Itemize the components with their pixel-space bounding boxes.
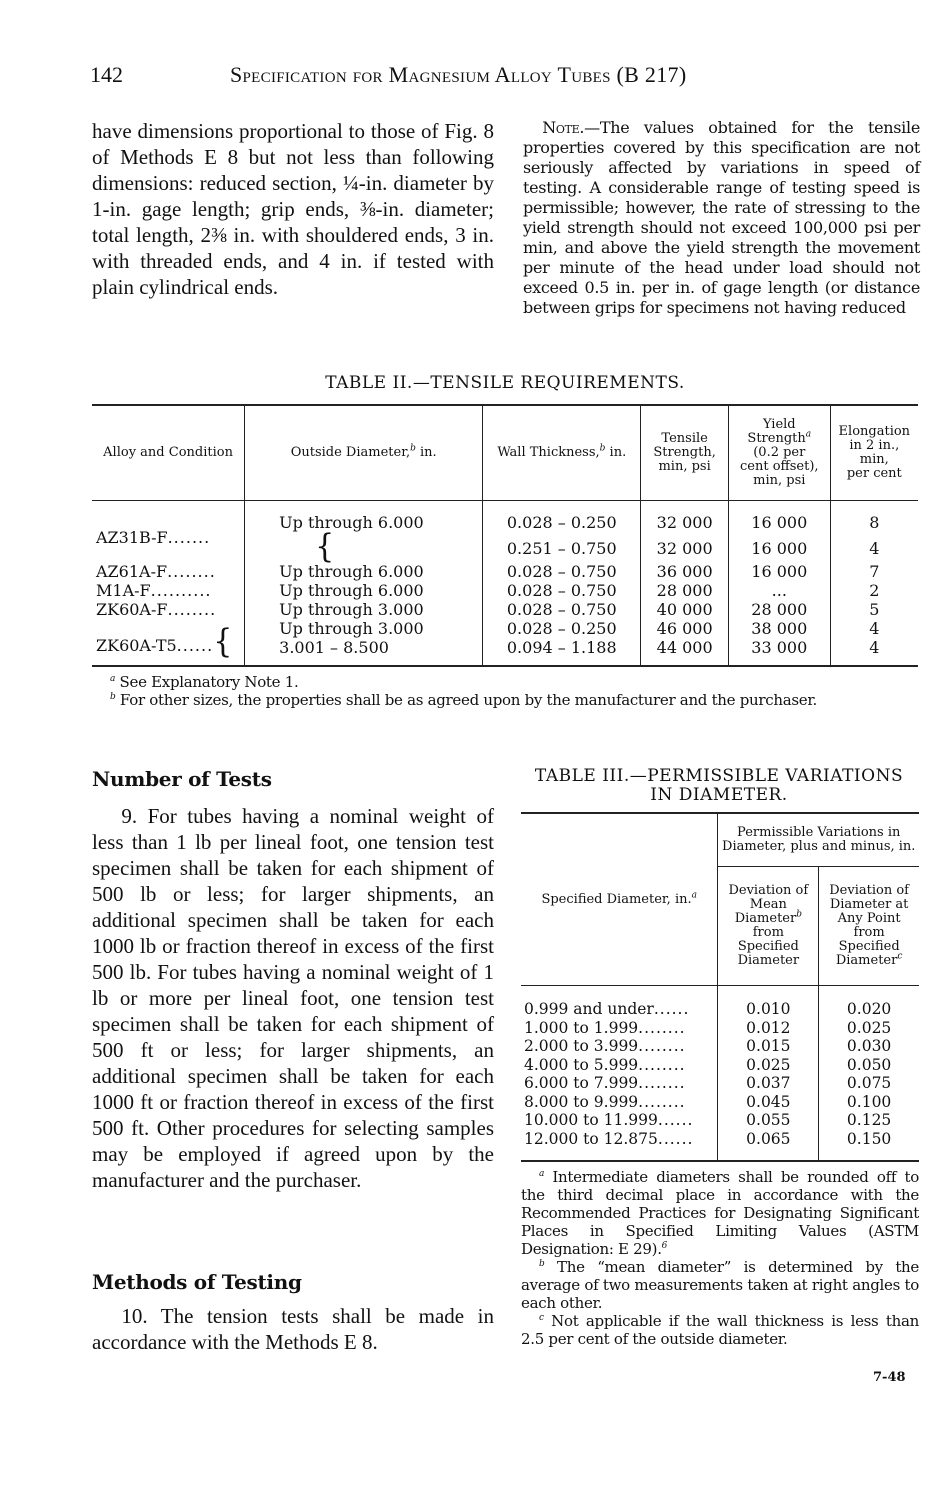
table-row: 6.000 to 7.999........ 0.037 0.075 xyxy=(521,1074,919,1093)
elongation-cell: 2 xyxy=(830,581,918,600)
tensile-cell: 44 000 xyxy=(641,638,729,666)
table3-caption: TABLE III.—PERMISSIBLE VARIATIONS IN DIAMETER. xyxy=(534,766,904,805)
tensile-cell: 28 000 xyxy=(641,581,729,600)
table-row: ZK60A-T5......{ Up through 3.000 0.028 – 0.250 46 000 38 000 4 xyxy=(92,619,918,638)
footnote-a: $^a$ See Explanatory Note 1. xyxy=(110,673,299,691)
note-paragraph xyxy=(523,118,920,318)
yield-cell: 28 000 xyxy=(728,600,830,619)
col-tensile-strength: Tensile Strength, min, psi xyxy=(641,405,729,501)
table2-tensile-requirements xyxy=(92,404,918,667)
table2-header-row xyxy=(92,405,918,501)
wall-cell: 0.094 – 1.188 xyxy=(483,638,641,666)
diameter-cell: Up through 6.000 xyxy=(245,562,483,581)
page-code: 7-48 xyxy=(873,1370,906,1385)
table2-caption: TABLE II.—TENSILE REQUIREMENTS. xyxy=(325,373,685,393)
alloy-cell: ZK60A-T5 xyxy=(96,636,177,655)
alloy-cell: AZ31B-F xyxy=(96,528,168,547)
yield-cell: 16 000 xyxy=(728,562,830,581)
col-deviation-any-point: Deviation of Diameter at Any Point from Specified Diameter$^c$ xyxy=(819,867,919,986)
alloy-cell: AZ61A-F xyxy=(96,562,168,581)
wall-cell: 0.251 – 0.750 xyxy=(483,539,641,562)
yield-cell: 33 000 xyxy=(728,638,830,666)
wall-cell: 0.028 – 0.750 xyxy=(483,581,641,600)
table3-footnotes xyxy=(521,1168,919,1348)
footnote-b: $^b$ For other sizes, the properties shall be as agreed upon by the manufacturer and the purchaser. xyxy=(110,691,818,709)
paragraph-9: 9. For tubes having a nominal weight of less than 1 lb per lineal foot, one tension test specimen shall be taken for each shipment of 500 lb or less; for larger shipments, an additional specimen shall be taken for each 1000 lb or fraction thereof in excess of the first 500 lb. For tubes having a nominal weight of 1 lb or more per lineal foot, one tension test specimen shall be taken for each shipment of 500 ft or less; for larger shipments, an additional specimen shall be taken for each 1000 ft or fraction thereof in excess of the first 500 ft. Other procedures for selecting samples may be employed if agreed upon by the manufacturer and the purchaser. xyxy=(92,804,494,1192)
col-alloy: Alloy and Condition xyxy=(92,405,245,501)
tensile-cell: 32 000 xyxy=(641,501,729,539)
col-yield-strength: Yield Strength$^a$ (0.2 per cent offset), min, psi xyxy=(728,405,830,501)
alloy-cell: ZK60A-F xyxy=(96,600,168,619)
col-deviation-mean: Deviation of Mean Diameter$^b$ from Specified Diameter xyxy=(718,867,819,986)
elongation-cell: 4 xyxy=(830,619,918,638)
elongation-cell: 4 xyxy=(830,638,918,666)
elongation-cell: 8 xyxy=(830,501,918,539)
table3-permissible-variations xyxy=(521,812,919,1162)
col-group-permissible-variations: Permissible Variations in Diameter, plus and minus, in. xyxy=(718,813,919,867)
brace-icon: { xyxy=(315,527,335,566)
wall-cell: 0.028 – 0.750 xyxy=(483,600,641,619)
table-row: 1.000 to 1.999........ 0.012 0.025 xyxy=(521,1019,919,1038)
diameter-cell: Up through 3.000 xyxy=(245,600,483,619)
table2-footnotes xyxy=(92,673,918,709)
diameter-cell: Up through 6.000 xyxy=(279,513,424,532)
note-label: Note. xyxy=(542,118,585,137)
yield-cell: 16 000 xyxy=(728,539,830,562)
table-row: M1A-F.......... Up through 6.000 0.028 – 0.750 28 000 ... 2 xyxy=(92,581,918,600)
footnote-b: $^b$ The “mean diameter” is determined by the average of two measurements taken at right angles to each other. xyxy=(521,1258,919,1312)
brace-icon: { xyxy=(213,622,233,661)
table-row: ZK60A-F........ Up through 3.000 0.028 – 0.750 40 000 28 000 5 xyxy=(92,600,918,619)
elongation-cell: 4 xyxy=(830,539,918,562)
col-specified-diameter: Specified Diameter, in.$^a$ xyxy=(521,813,718,986)
intro-paragraph: have dimensions proportional to those of Fig. 8 of Methods E 8 but not less than following dimensions: reduced section, ¼-in. diameter by 1-in. gage length; grip ends, ⅜-in. diameter; total length, 2⅜ in. with shouldered ends, 3 in. with threaded ends, and 4 in. if tested with plain cylindrical ends. xyxy=(92,119,494,299)
table-row: 8.000 to 9.999........ 0.045 0.100 xyxy=(521,1093,919,1112)
col-elongation: Elongation in 2 in., min, per cent xyxy=(830,405,918,501)
col-outside-diameter: Outside Diameter,$^b$ in. xyxy=(245,405,483,501)
col-wall-thickness: Wall Thickness,$^b$ in. xyxy=(483,405,641,501)
tensile-cell: 46 000 xyxy=(641,619,729,638)
footnote-a: $^a$ Intermediate diameters shall be rounded off to the third decimal place in accordance with the Recommended Practices for Designating Significant Places in Specified Limiting Values (ASTM Designation: E 29).$^6$ xyxy=(521,1168,919,1258)
note-text: —The values obtained for the tensile properties covered by this specification are not seriously affected by variations in speed of testing. A considerable range of testing speed is permissible; however, the rate of stressing to the yield strength should not exceed 100,000 psi per min, and above the yield strength the movement per minute of the head under load should not exceed 0.5 in. per in. of gage length (or distance between grips for specimens not having reduced xyxy=(523,118,920,317)
alloy-cell: M1A-F xyxy=(96,581,151,600)
paragraph-10: 10. The tension tests shall be made in accordance with the Methods E 8. xyxy=(92,1304,494,1354)
table-row: 4.000 to 5.999........ 0.025 0.050 xyxy=(521,1056,919,1075)
table-row: AZ31B-F....... Up through 6.000{ 0.028 – 0.250 32 000 16 000 8 xyxy=(92,501,918,539)
tensile-cell: 36 000 xyxy=(641,562,729,581)
wall-cell: 0.028 – 0.250 xyxy=(483,619,641,638)
diameter-cell: 3.001 – 8.500 xyxy=(245,638,483,666)
table-row: 0.999 and under...... 0.010 0.020 xyxy=(521,986,919,1019)
wall-cell: 0.028 – 0.750 xyxy=(483,562,641,581)
diameter-cell: Up through 6.000 xyxy=(245,581,483,600)
yield-cell: ... xyxy=(728,581,830,600)
footnote-c: $^c$ Not applicable if the wall thickness is less than 2.5 per cent of the outside diameter. xyxy=(521,1312,919,1348)
diameter-cell: Up through 3.000 xyxy=(245,619,483,638)
elongation-cell: 5 xyxy=(830,600,918,619)
elongation-cell: 7 xyxy=(830,562,918,581)
yield-cell: 38 000 xyxy=(728,619,830,638)
running-title: Specification for Magnesium Alloy Tubes (B 217) xyxy=(230,62,687,87)
wall-cell: 0.028 – 0.250 xyxy=(483,501,641,539)
tensile-cell: 40 000 xyxy=(641,600,729,619)
section-heading-number-of-tests: Number of Tests xyxy=(92,767,272,791)
table-row: 12.000 to 12.875...... 0.065 0.150 xyxy=(521,1130,919,1162)
page-number: 142 xyxy=(90,62,123,87)
table-row: 10.000 to 11.999...... 0.055 0.125 xyxy=(521,1111,919,1130)
table-row: 2.000 to 3.999........ 0.015 0.030 xyxy=(521,1037,919,1056)
table-row: AZ61A-F........ Up through 6.000 0.028 – 0.750 36 000 16 000 7 xyxy=(92,562,918,581)
section-heading-methods-of-testing: Methods of Testing xyxy=(92,1270,302,1294)
yield-cell: 16 000 xyxy=(728,501,830,539)
tensile-cell: 32 000 xyxy=(641,539,729,562)
